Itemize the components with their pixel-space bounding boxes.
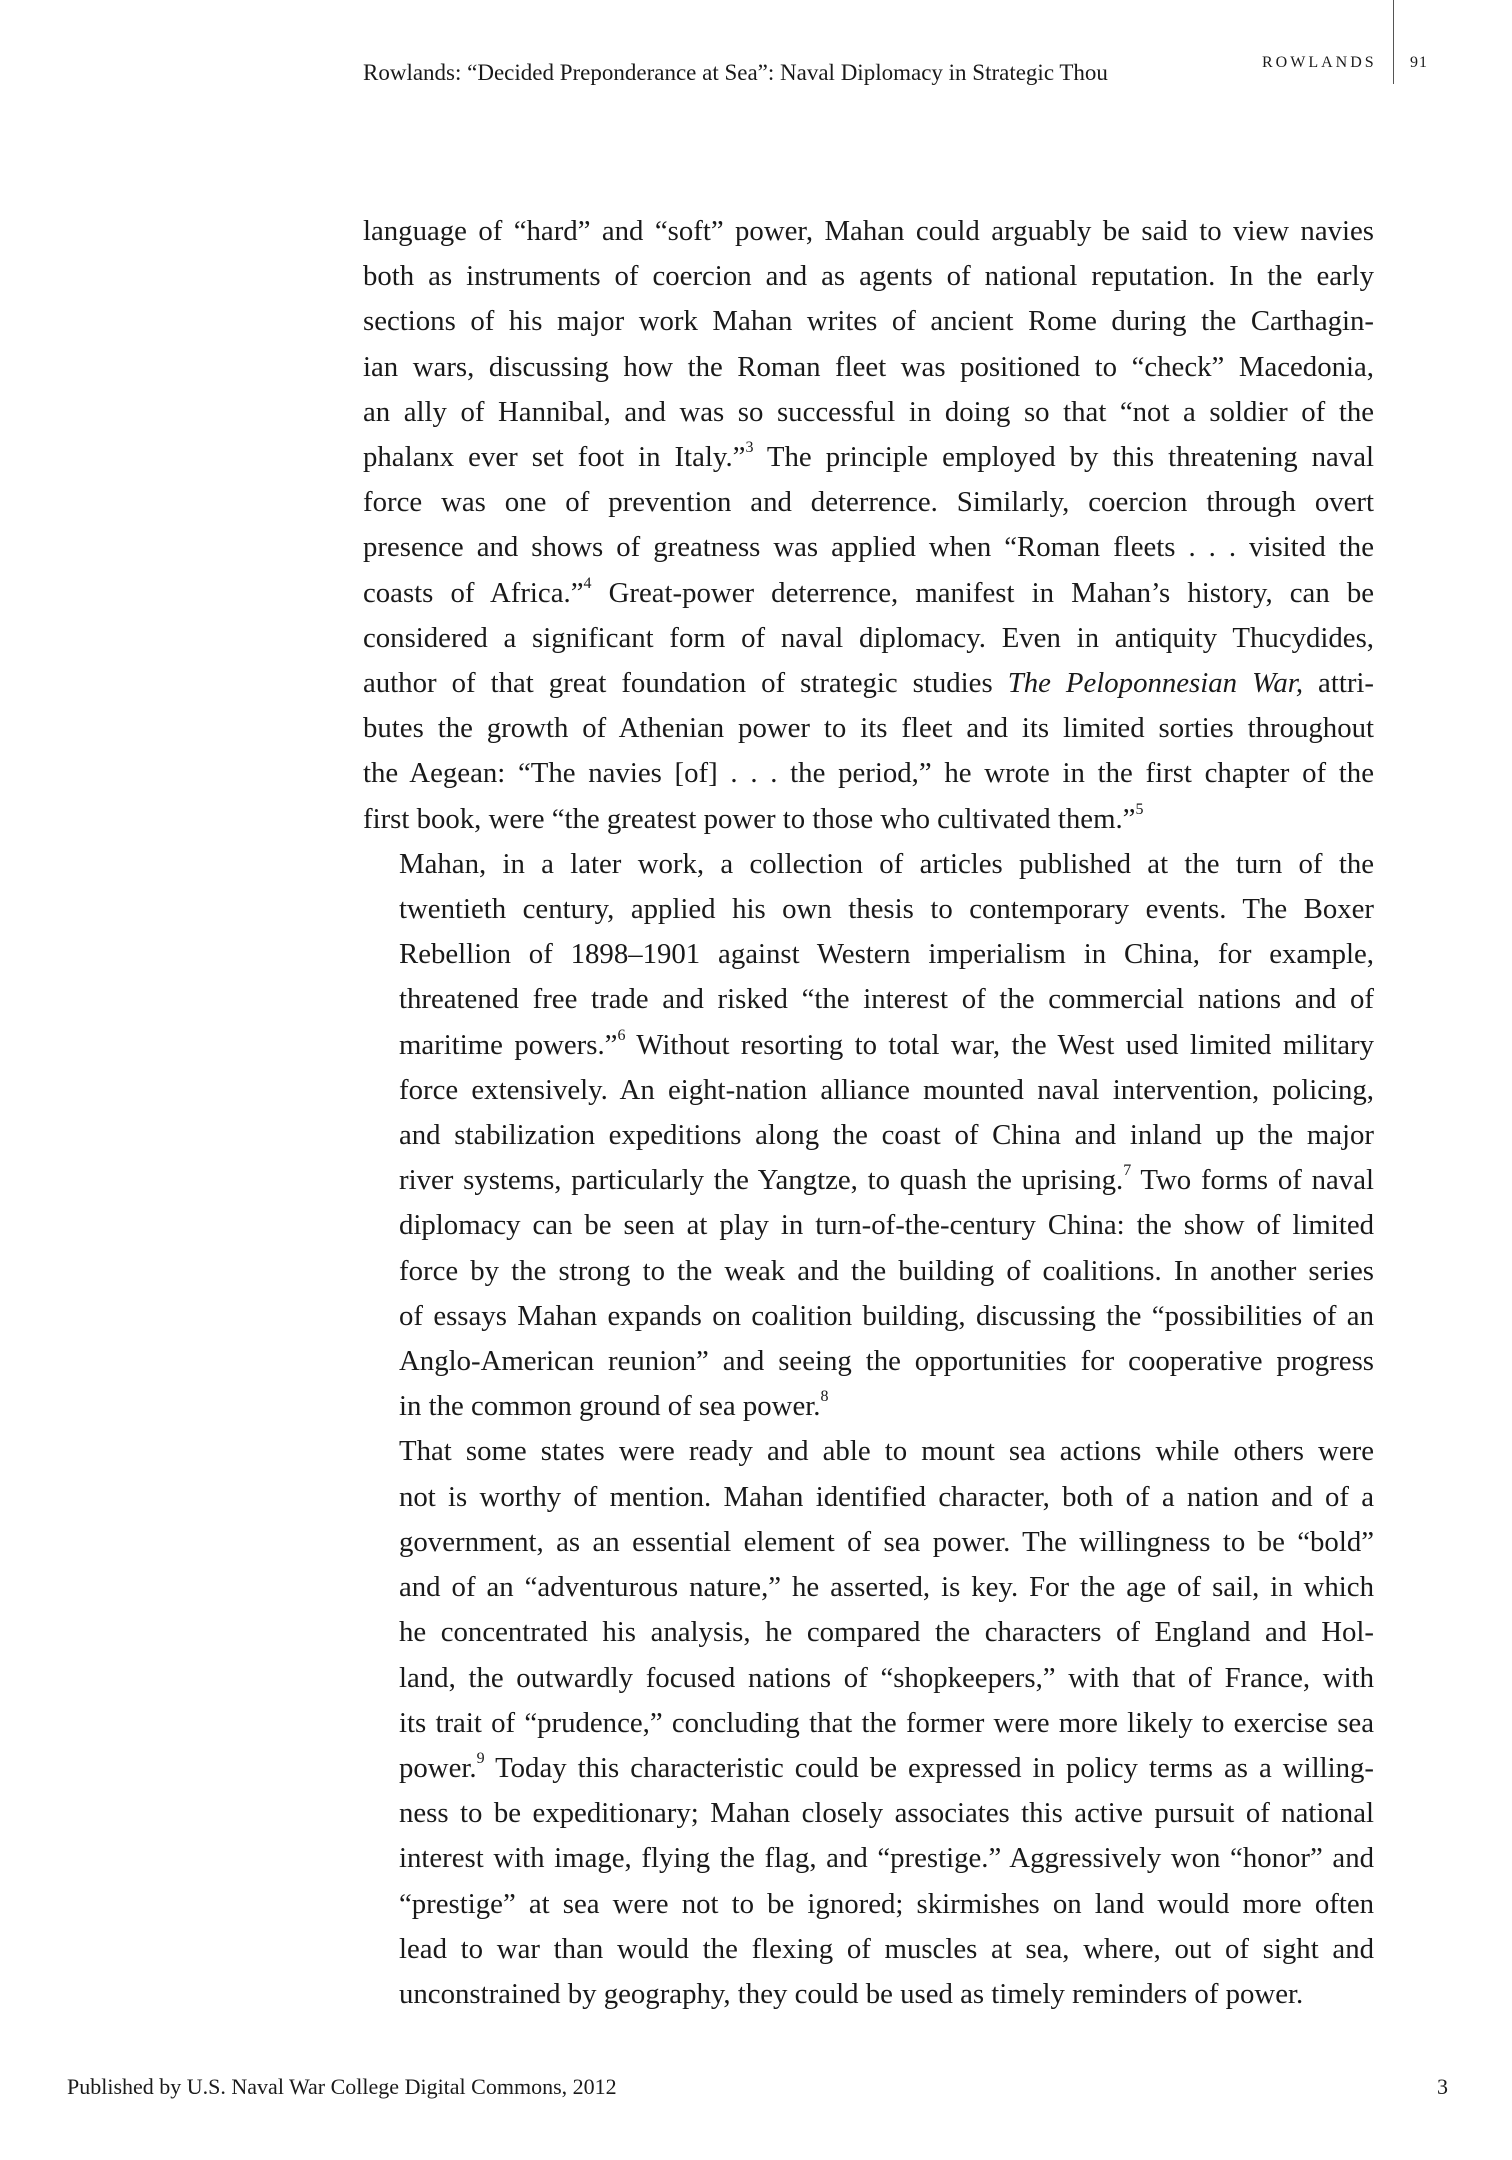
text-segment: in the common ground of sea power. (399, 1390, 821, 1423)
footnote-ref: 8 (820, 1388, 829, 1406)
running-title: Rowlands: “Decided Preponderance at Sea”: Naval Diplomacy in Strategic Thou (363, 60, 1108, 85)
text-line: diplomacy can be seen at play in turn-of-the-century China: the show of limited (399, 1209, 1374, 1242)
text-line (363, 1158, 1374, 1203)
paragraph-3 (363, 1429, 1374, 2017)
text-line: land, the outwardly focused nations of “shopkeepers,” with that of France, with (399, 1661, 1374, 1694)
book-title: The Peloponnesian War, (1007, 667, 1304, 700)
text-line (363, 1023, 1374, 1068)
text-line (363, 571, 1374, 616)
text-line: ian wars, discussing how the Roman fleet was positioned to “check” Macedonia, (363, 350, 1374, 383)
text-line: he concentrated his analysis, he compared the characters of England and Hol- (399, 1616, 1374, 1649)
text-line: force by the strong to the weak and the building of coalitions. In another series (399, 1254, 1374, 1287)
text-segment: maritime powers.” (399, 1028, 618, 1061)
text-segment: Without resorting to total war, the West used limited military (625, 1028, 1374, 1061)
text-segment: phalanx ever set foot in Italy.” (363, 441, 746, 474)
text-line (363, 797, 1374, 842)
footnote-ref: 9 (476, 1749, 485, 1767)
text-segment: power. (399, 1751, 477, 1784)
text-line (363, 1746, 1374, 1791)
text-line: of essays Mahan expands on coalition building, discussing the “possibilities of an (399, 1299, 1374, 1332)
text-line: and stabilization expeditions along the coast of China and inland up the major (399, 1119, 1374, 1152)
text-line: the Aegean: “The navies [of] . . . the period,” he wrote in the first chapter of the (363, 757, 1374, 790)
running-author: ROWLANDS (1262, 54, 1377, 71)
text-line: both as instruments of coercion and as agents of national reputation. In the early (363, 260, 1374, 293)
text-line: an ally of Hannibal, and was so successful in doing so that “not a soldier of the (363, 395, 1374, 428)
text-line: Anglo-American reunion” and seeing the opportunities for cooperative progress (399, 1345, 1374, 1378)
text-line: threatened free trade and risked “the interest of the commercial nations and of (399, 983, 1374, 1016)
text-line: government, as an essential element of sea power. The willingness to be “bold” (399, 1525, 1374, 1558)
text-line: force was one of prevention and deterrence. Similarly, coercion through overt (363, 486, 1374, 519)
text-segment: The principle employed by this threatening naval (753, 441, 1374, 474)
text-segment: first book, were “the greatest power to those who cultivated them.” (363, 802, 1136, 835)
text-line: ness to be expeditionary; Mahan closely associates this active pursuit of national (399, 1797, 1374, 1830)
text-segment: Great-power deterrence, manifest in Mahan’s history, can be (591, 576, 1374, 609)
body-text (363, 209, 1374, 2017)
text-line: sections of his major work Mahan writes of ancient Rome during the Carthagin- (363, 305, 1374, 338)
text-line: presence and shows of greatness was applied when “Roman fleets . . . visited the (363, 531, 1374, 564)
text-line: Mahan, in a later work, a collection of articles published at the turn of the (399, 847, 1374, 880)
text-line: interest with image, flying the flag, and “prestige.” Aggressively won “honor” and (399, 1842, 1374, 1875)
footer-publisher: Published by U.S. Naval War College Digital Commons, 2012 (67, 2074, 617, 2099)
text-line: unconstrained by geography, they could be used as timely reminders of power. (399, 1977, 1304, 2010)
footnote-ref: 6 (617, 1026, 626, 1044)
footnote-ref: 7 (1123, 1162, 1132, 1180)
text-line: twentieth century, applied his own thesis to contemporary events. The Boxer (399, 893, 1374, 926)
text-line: force extensively. An eight-nation alliance mounted naval intervention, policing, (399, 1073, 1374, 1106)
text-line (363, 435, 1374, 480)
text-segment: attri- (1303, 667, 1375, 700)
text-line: That some states were ready and able to mount sea actions while others were (399, 1435, 1374, 1468)
text-segment: coasts of Africa.” (363, 576, 584, 609)
text-line: Rebellion of 1898–1901 against Western imperialism in China, for example, (399, 938, 1374, 971)
text-line: lead to war than would the flexing of muscles at sea, where, out of sight and (399, 1932, 1374, 1965)
text-segment: Two forms of naval (1131, 1164, 1374, 1197)
paragraph-2 (363, 842, 1374, 1430)
paragraph-1 (363, 209, 1374, 842)
footnote-ref: 5 (1135, 800, 1144, 818)
text-line: considered a significant form of naval diplomacy. Even in antiquity Thucydides, (363, 621, 1374, 654)
text-line (363, 661, 1374, 706)
text-line: butes the growth of Athenian power to its fleet and its limited sorties throughout (363, 712, 1374, 745)
text-line: its trait of “prudence,” concluding that the former were more likely to exercise sea (399, 1706, 1374, 1739)
footer-page-number: 3 (1437, 2074, 1448, 2099)
text-line: not is worthy of mention. Mahan identified character, both of a nation and of a (399, 1480, 1374, 1513)
footnote-ref: 3 (745, 439, 754, 457)
text-segment: author of that great foundation of strategic studies (363, 667, 1008, 700)
page-number: 91 (1410, 54, 1428, 71)
text-line: and of an “adventurous nature,” he asserted, is key. For the age of sail, in which (399, 1571, 1374, 1604)
text-segment: river systems, particularly the Yangtze, to quash the uprising. (399, 1164, 1124, 1197)
text-line: “prestige” at sea were not to be ignored; skirmishes on land would more often (399, 1887, 1374, 1920)
footnote-ref: 4 (583, 574, 592, 592)
text-line (363, 1384, 1374, 1429)
text-segment: Today this characteristic could be expressed in policy terms as a willing- (484, 1751, 1374, 1784)
header-divider (1393, 0, 1394, 84)
text-line: language of “hard” and “soft” power, Mahan could arguably be said to view navies (363, 215, 1374, 247)
